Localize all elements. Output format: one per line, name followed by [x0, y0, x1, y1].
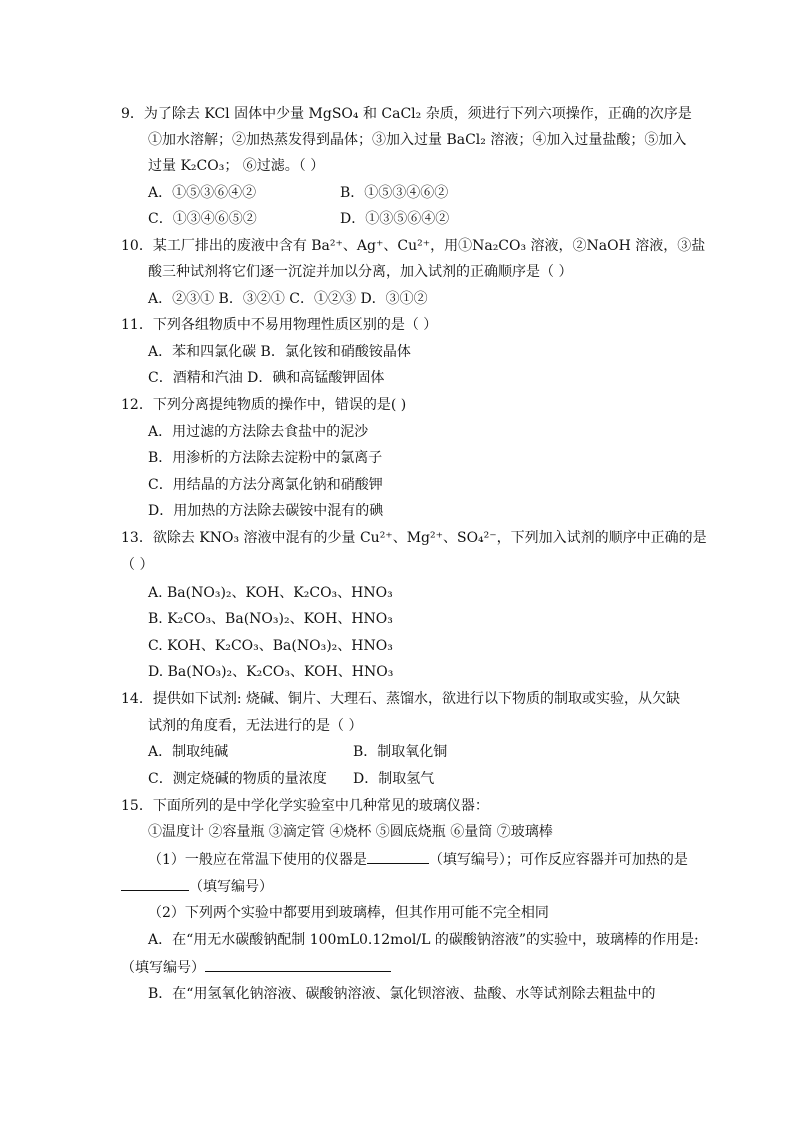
q11-line1: 11．下列各组物质中不易用物理性质区别的是（ ） [121, 317, 438, 333]
q10-line1: 10．某工厂排出的废液中含有 Ba²⁺、Ag⁺、Cu²⁺，用①Na₂CO₃ 溶液，②NaOH 溶液，③盐 [121, 238, 706, 254]
q15-part2-a-note: （填写编号） [121, 960, 205, 976]
q13-line1: 13．欲除去 KNO₃ 溶液中混有的少量 Cu²⁺、Mg²⁺、SO₄²⁻，下列加入试剂的顺序中正确的是 [121, 530, 707, 546]
q15-part2-a-line1: A．在“用无水碳酸钠配制 100mL0.12mol/L 的碳酸钠溶液”的实验中，玻璃棒的作用是: [148, 932, 699, 948]
q15-part1-line [148, 849, 688, 870]
q13-option-b: B. K₂CO₃、Ba(NO₃)₂、KOH、HNO₃ [148, 611, 393, 627]
q14-option-a: A．制取纯碱 [148, 744, 229, 760]
q14-option-c: C．测定烧碱的物质的量浓度 [148, 771, 327, 787]
q11-line3: C．酒精和汽油 D．碘和高锰酸钾固体 [148, 370, 385, 386]
q12-line1: 12．下列分离提纯物质的操作中，错误的是( ) [121, 397, 407, 413]
q13-option-a: A. Ba(NO₃)₂、KOH、K₂CO₃、HNO₃ [148, 585, 393, 601]
q15-part1-line2 [121, 876, 273, 897]
q15-part1-continuation: （填写编号）；可作反应容器并可加热的是 [428, 852, 688, 868]
q9-option-b: B．①⑤③④⑥② [340, 185, 449, 201]
q13-option-c: C. KOH、K₂CO₃、Ba(NO₃)₂、HNO₃ [148, 638, 393, 654]
q15-part2-b-line1: B．在“用氢氧化钠溶液、碳酸钠溶液、氯化钡溶液、盐酸、水等试剂除去粗盐中的 [148, 986, 656, 1002]
q11-line2: A．苯和四氯化碳 B．氯化铵和硝酸铵晶体 [148, 344, 411, 360]
q9-line1: 9．为了除去 KCl 固体中少量 MgSO₄ 和 CaCl₂ 杂质，须进行下列六项操作，正确的次序是 [121, 106, 692, 122]
q9-option-a: A．①⑤③⑥④② [148, 185, 257, 201]
q9-line2: ①加水溶解；②加热蒸发得到晶体；③加入过量 BaCl₂ 溶液；④加入过量盐酸；⑤加入 [148, 132, 687, 148]
q15-part2-a-line2 [121, 957, 391, 978]
q14-line1: 14．提供如下试剂: 烧碱、铜片、大理石、蒸馏水，欲进行以下物质的制取或实验，从欠缺 [121, 691, 680, 707]
q13-option-d: D. Ba(NO₃)₂、K₂CO₃、KOH、HNO₃ [148, 664, 394, 680]
answer-blank-3[interactable] [205, 957, 391, 972]
q15-part1-prompt: （1）一般应在常温下使用的仪器是 [148, 852, 367, 868]
q9-option-c: C．①③④⑥⑤② [148, 211, 257, 227]
q15-instrument-list: ①温度计 ②容量瓶 ③滴定管 ④烧杯 ⑤圆底烧瓶 ⑥量筒 ⑦玻璃棒 [148, 824, 553, 840]
q10-options: A．②③① B．③②① C．①②③ D．③①② [148, 291, 428, 307]
q12-option-a: A．用过滤的方法除去食盐中的泥沙 [148, 424, 369, 440]
q12-option-d: D．用加热的方法除去碳铵中混有的碘 [148, 503, 384, 519]
answer-blank-2[interactable] [121, 876, 189, 891]
q14-option-b: B．制取氧化铜 [353, 744, 448, 760]
q14-option-d: D．制取氢气 [353, 771, 435, 787]
q10-line2: 酸三种试剂将它们逐一沉淀并加以分离，加入试剂的正确顺序是（ ） [148, 264, 573, 280]
q12-option-b: B．用渗析的方法除去淀粉中的氯离子 [148, 450, 383, 466]
q15-part2: （2）下列两个实验中都要用到玻璃棒，但其作用可能不完全相同 [148, 905, 549, 921]
q12-option-c: C．用结晶的方法分离氯化钠和硝酸钾 [148, 477, 383, 493]
q15-line1: 15．下面所列的是中学化学实验室中几种常见的玻璃仪器： [121, 798, 489, 814]
q15-part1-note: （填写编号） [189, 879, 273, 895]
q13-line2: （ ） [121, 557, 154, 573]
q9-line3: 过量 K₂CO₃； ⑥过滤。（ ） [148, 158, 325, 174]
q14-line2: 试剂的角度看，无法进行的是（ ） [148, 718, 363, 734]
q9-option-d: D．①③⑤⑥④② [340, 211, 450, 227]
answer-blank-1[interactable] [367, 849, 429, 864]
